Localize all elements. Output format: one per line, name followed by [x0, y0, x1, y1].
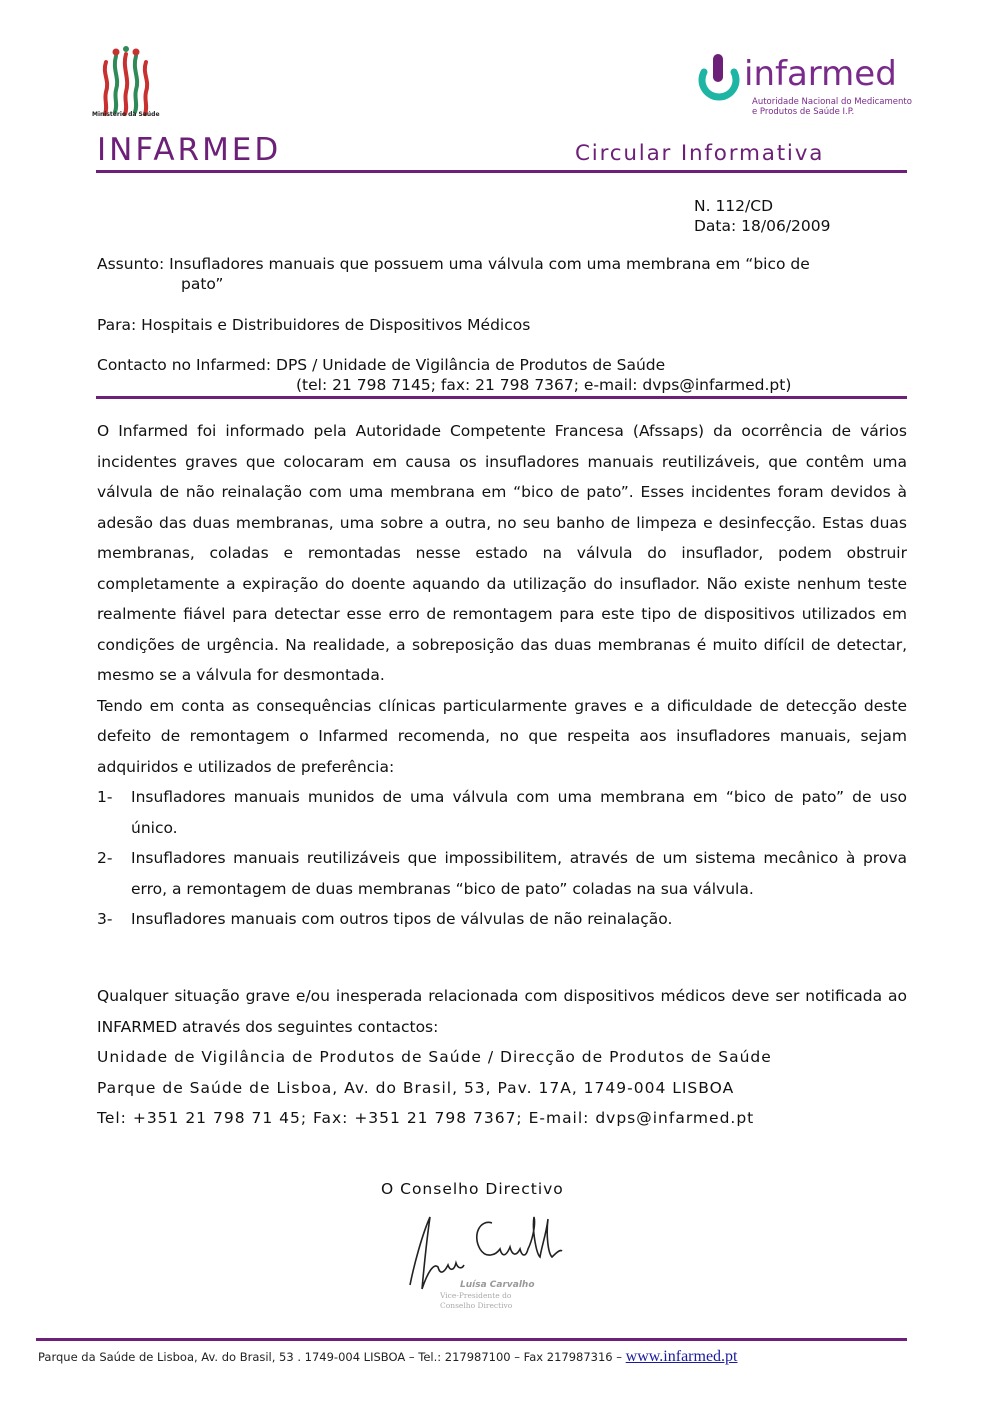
website-link[interactable]: www.infarmed.pt	[625, 1348, 738, 1365]
contact-phone-email: Tel: +351 21 798 71 45; Fax: +351 21 798 7367; E-mail: dvps@infarmed.pt	[97, 1109, 755, 1127]
signatory-label: O Conselho Directivo	[381, 1180, 564, 1198]
footer-address: Parque da Saúde de Lisboa, Av. do Brasil, 53 . 1749-004 LISBOA – Tel.: 217987100 – Fax 217987316 –	[38, 1350, 623, 1364]
paragraph-notification: Qualquer situação grave e/ou inesperada relacionada com dispositivos médicos deve ser notificada ao INFARMED através dos seguintes contactos:	[97, 987, 907, 1036]
svg-text:Luísa Carvalho: Luísa Carvalho	[460, 1280, 535, 1290]
paragraph-recommendation: Tendo em conta as consequências clínicas particularmente graves e a dificuldade de detecção deste defeito de remontagem o Infarmed recomenda, no que respeita aos insufladores manuais, sejam adquiridos e utilizados de preferência:	[97, 696, 907, 776]
reference-block	[694, 196, 831, 236]
reference-date: Data: 18/06/2009	[694, 217, 831, 235]
footer-divider	[36, 1338, 907, 1341]
notification-block	[97, 981, 907, 1134]
document-type: Circular Informativa	[575, 141, 825, 166]
header-divider	[96, 170, 907, 173]
footer	[38, 1348, 738, 1366]
handwritten-signature	[400, 1205, 570, 1315]
contact-address: Parque de Saúde de Lisboa, Av. do Brasil, 53, Pav. 17A, 1749-004 LISBOA	[97, 1078, 735, 1097]
meta-divider	[96, 396, 907, 399]
reference-number: N. 112/CD	[694, 197, 774, 215]
contact-unit: Unidade de Vigilância de Produtos de Saúde / Direcção de Produtos de Saúde	[97, 1048, 772, 1066]
infarmed-subtitle: Autoridade Nacional do Medicamento e Produtos de Saúde I.P.	[752, 97, 912, 117]
list-item: 2- Insufladores manuais reutilizáveis que impossibilitem, através de um sistema mecânico à prova erro, a remontagem de duas membranas “bico de pato” coladas na sua válvula.	[97, 849, 907, 898]
subject: Assunto: Insufladores manuais que possuem uma válvula com uma membrana em “bico de pato”	[97, 255, 810, 293]
body-text	[97, 416, 907, 935]
infarmed-wordmark: infarmed	[744, 54, 897, 94]
contact-info: Contacto no Infarmed: DPS / Unidade de Vigilância de Produtos de Saúde (tel: 21 798 7145; fax: 21 798 7367; e-mail: dvps@infarmed.pt)	[97, 356, 792, 394]
page-title: INFARMED	[97, 132, 282, 168]
recipients: Para: Hospitais e Distribuidores de Dispositivos Médicos	[97, 316, 531, 334]
paragraph-incidents: O Infarmed foi informado pela Autoridade Competente Francesa (Afssaps) da ocorrência de vários incidentes graves que colocaram em causa os insufladores manuais reutilizáveis, que contêm uma válvula de não reinalação com uma membrana em “bico de pato”. Esses incidentes foram devidos à adesão das duas membranas, uma sobre a outra, no seu banho de limpeza e desinfecção. Estas duas membranas, coladas e remontadas nesse estado na válvula do insuflador, podem obstruir completamente a expiração do doente aquando da utilização do insuflador. Não existe nenhum teste realmente fiável para detectar esse erro de remontagem para este tipo de dispositivos utilizados em condições de urgência. Na realidade, a sobreposição das duas membranas é muito difícil de detectar, mesmo se a válvula for desmontada.	[97, 422, 907, 684]
svg-text:Vice-Presidente do: Vice-Presidente do	[440, 1291, 512, 1300]
svg-text:Conselho Directivo: Conselho Directivo	[440, 1301, 513, 1310]
list-item: 3- Insufladores manuais com outros tipos de válvulas de não reinalação.	[97, 910, 673, 928]
list-item: 1- Insufladores manuais munidos de uma válvula com uma membrana em “bico de pato” de uso único.	[97, 788, 907, 837]
ministry-caption: Ministério da Saúde	[92, 111, 160, 118]
infarmed-logo-icon	[696, 52, 742, 102]
